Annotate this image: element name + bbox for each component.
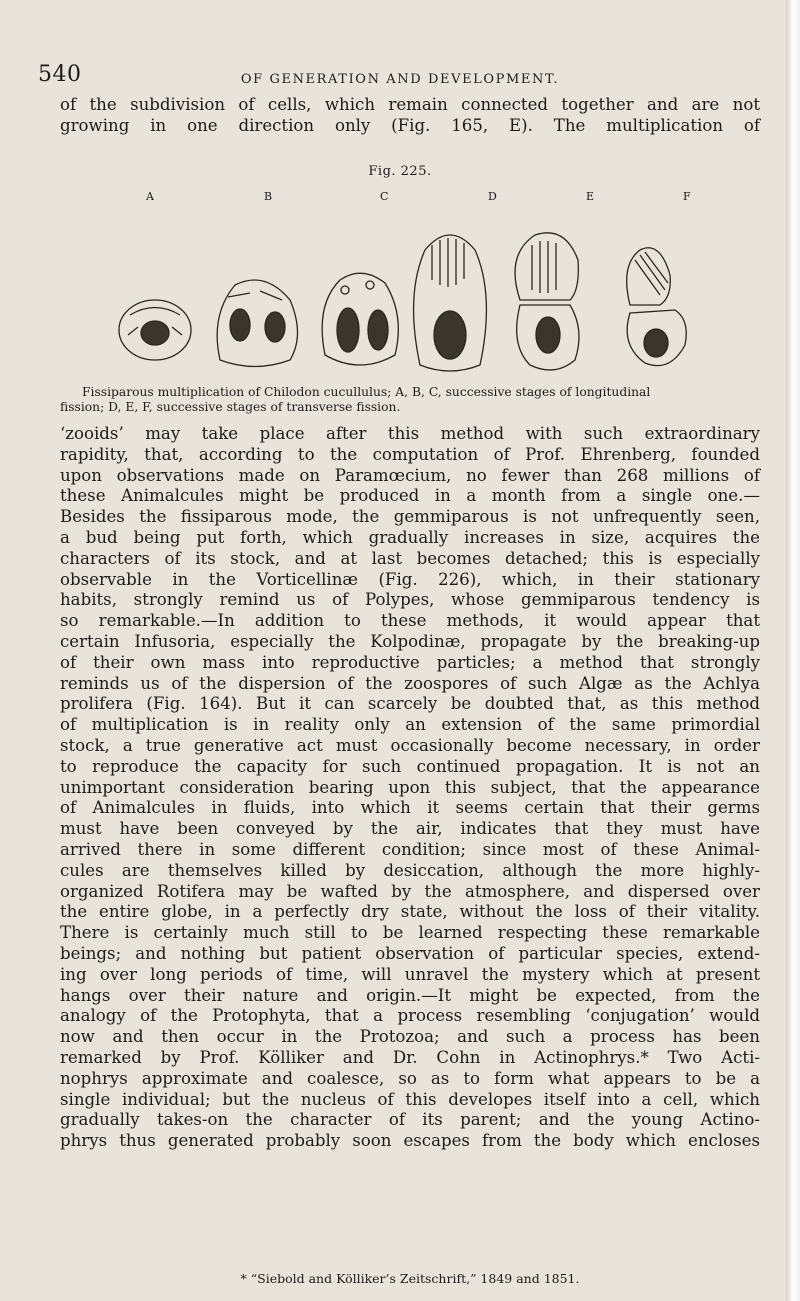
text-line: must have been conveyed by the air, indicates that they must have <box>60 819 760 839</box>
text-line: hangs over their nature and origin.—It might be expected, from the <box>60 985 760 1005</box>
text-line: of multiplication is in reality only an extension of the same primordial <box>60 715 760 735</box>
caption-line: Fissiparous multiplication of Chilodon cucullulus; A, B, C, successive stages of longitudinal <box>82 385 651 399</box>
text-line: stock, a true generative act must occasionally become necessary, in order <box>60 735 760 755</box>
text-line: reminds us of the dispersion of the zoospores of such Algæ as the Achlya <box>60 673 760 693</box>
text-line: observable in the Vorticellinæ (Fig. 226), which, in their stationary <box>60 569 760 589</box>
text-line: nophrys approximate and coalesce, so as to form what appears to be a <box>60 1068 760 1088</box>
text-line: so remarkable.—In addition to these methods, it would appear that <box>60 611 760 631</box>
text-line: remarked by Prof. Kölliker and Dr. Cohn in Actinophrys.* Two Acti- <box>60 1047 760 1067</box>
panel-label-f: F <box>683 190 692 203</box>
text-line: of the subdivision of cells, which remain connected together and are not <box>60 95 760 114</box>
stage-e-cell <box>515 233 579 370</box>
page-number: 540 <box>38 62 82 87</box>
text-line: now and then occur in the Protozoa; and such a process has been <box>60 1027 760 1047</box>
figure-caption <box>60 385 760 415</box>
text-line: a bud being put forth, which gradually increases in size, acquires the <box>60 527 760 547</box>
intro-paragraph <box>60 95 760 137</box>
stage-b-cell <box>217 280 297 367</box>
text-line: analogy of the Protophyta, that a process resembling ‘conjugation’ would <box>60 1006 760 1026</box>
text-line: habits, strongly remind us of Polypes, whose gemmiparous tendency is <box>60 590 760 610</box>
text-line: rapidity, that, according to the computation of Prof. Ehrenberg, founded <box>60 444 760 464</box>
text-line: ‘zooids’ may take place after this method with such extraordinary <box>60 424 760 443</box>
text-line: unimportant consideration bearing upon this subject, that the appearance <box>60 777 760 797</box>
text-line: ing over long periods of time, will unravel the mystery which at present <box>60 964 760 984</box>
stage-c-cell <box>322 273 398 365</box>
panel-label-a: A <box>146 190 155 203</box>
panel-label-d: D <box>488 190 498 203</box>
chilodon-fission-illustration <box>100 205 720 380</box>
footnote: * “Siebold and Kölliker’s Zeitschrift,” 1849 and 1851. <box>240 1271 580 1286</box>
text-line: characters of its stock, and at last becomes detached; this is especially <box>60 548 760 568</box>
panel-label-e: E <box>586 190 596 203</box>
text-line: gradually takes-on the character of its parent; and the young Actino- <box>60 1110 760 1130</box>
text-line: prolifera (Fig. 164). But it can scarcely be doubted that, as this method <box>60 694 760 714</box>
text-line: to reproduce the capacity for such continued propagation. It is not an <box>60 756 760 776</box>
text-line: organized Rotifera may be wafted by the atmosphere, and dispersed over <box>60 881 760 901</box>
running-head: OF GENERATION AND DEVELOPMENT. <box>240 72 560 87</box>
text-line: arrived there in some different condition; since most of these Animal- <box>60 839 760 859</box>
figure-panel-labels <box>0 190 800 206</box>
main-paragraph <box>60 424 760 1152</box>
text-line: upon observations made on Paramœcium, no fewer than 268 millions of <box>60 465 760 485</box>
text-line: phrys thus generated probably soon escapes from the body which encloses <box>60 1131 760 1151</box>
text-line: There is certainly much still to be learned respecting these remarkable <box>60 923 760 943</box>
text-line: of their own mass into reproductive particles; a method that strongly <box>60 652 760 672</box>
stage-d-cell <box>414 235 487 371</box>
text-line: Besides the fissiparous mode, the gemmiparous is not unfrequently seen, <box>60 507 760 527</box>
stage-f-cell <box>627 248 687 366</box>
text-line: of Animalcules in fluids, into which it seems certain that their germs <box>60 798 760 818</box>
text-line: single individual; but the nucleus of this developes itself into a cell, which <box>60 1089 760 1109</box>
panel-label-b: B <box>264 190 274 203</box>
panel-label-c: C <box>380 190 390 203</box>
text-line: these Animalcules might be produced in a month from a single one.— <box>60 486 760 506</box>
stage-a-cell <box>119 300 191 360</box>
text-line: certain Infusoria, especially the Kolpodinæ, propagate by the breaking-up <box>60 631 760 651</box>
text-line: beings; and nothing but patient observation of particular species, extend- <box>60 943 760 963</box>
figure-title: Fig. 225. <box>368 164 432 179</box>
text-line: cules are themselves killed by desiccation, although the more highly- <box>60 860 760 880</box>
text-line: the entire globe, in a perfectly dry state, without the loss of their vitality. <box>60 902 760 922</box>
text-line: growing in one direction only (Fig. 165, E). The multiplication of <box>60 115 760 135</box>
caption-line: fission; D, E, F, successive stages of transverse fission. <box>60 400 401 414</box>
